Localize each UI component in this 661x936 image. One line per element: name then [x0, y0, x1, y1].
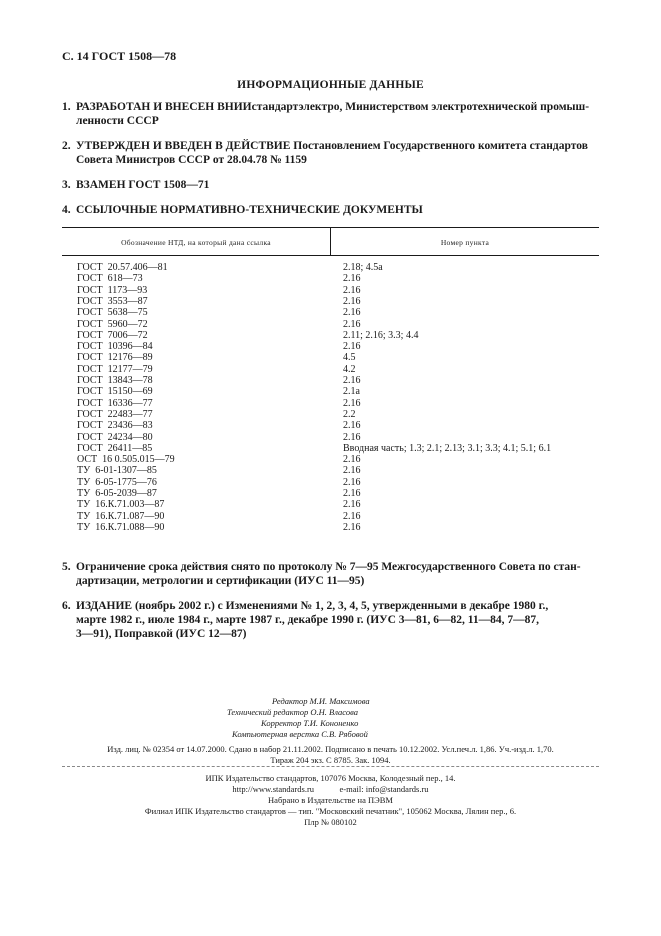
- publisher-contacts: http://www.standards.ru e-mail: info@standards.ru: [232, 784, 429, 794]
- publisher-line-3: Набрано в Издательстве на ПЭВМ: [268, 795, 393, 805]
- table-row-doc: ГОСТ 23436—83: [77, 420, 153, 432]
- table-row-ref: 2.16: [343, 476, 361, 488]
- table-row-ref: 2.16: [343, 420, 361, 432]
- page-header: С. 14 ГОСТ 1508—78: [62, 49, 177, 63]
- table-row-doc: ТУ 6-05-2039—87: [77, 488, 157, 499]
- publisher-line-4: Филиал ИПК Издательство стандартов — тип. "Московский печатник", 105062 Москва, Лялин пер., 6.: [144, 806, 517, 816]
- table-row-doc: ТУ 16.К.71.087—90: [77, 510, 165, 522]
- section-6-text-cont: марте 1982 г., июле 1984 г., марте 1987 г., декабре 1990 г. (ИУС 3—81, 6—82, 11—84, 7—87,: [76, 614, 540, 626]
- table-row-ref: 2.16: [343, 284, 361, 296]
- table-row-doc: ТУ 16.К.71.088—90: [77, 521, 165, 533]
- section-6-text: ИЗДАНИЕ (ноябрь 2002 г.) с Изменениями № 1, 2, 3, 4, 5, утвержденными в декабре 1980 г.,: [76, 600, 549, 612]
- table-col-ref-header: Номер пункта: [440, 238, 490, 247]
- table-row-doc: ГОСТ 12176—89: [77, 352, 153, 364]
- section-3-number: 3.: [62, 179, 71, 191]
- credit-editor: Редактор М.И. Максимова: [272, 696, 370, 706]
- section-2: [62, 139, 602, 167]
- publisher-line-5: Плр № 080102: [304, 817, 357, 827]
- table-row-ref: 2.16: [343, 465, 361, 477]
- section-1-text-cont: ленности СССР: [76, 115, 159, 127]
- table-row-doc: ГОСТ 22483—77: [77, 408, 153, 420]
- table-header-rule: [62, 255, 599, 256]
- section-6-number: 6.: [62, 600, 71, 612]
- table-row-doc: ГОСТ 618—73: [77, 273, 143, 285]
- table-row-doc: ГОСТ 20.57.406—81: [77, 262, 168, 273]
- section-1-number: 1.: [62, 101, 71, 113]
- publisher-line-1: ИПК Издательство стандартов, 107076 Москва, Колодезный пер., 14.: [205, 773, 456, 783]
- section-4-text: ССЫЛОЧНЫЕ НОРМАТИВНО-ТЕХНИЧЕСКИЕ ДОКУМЕНТЫ: [76, 204, 423, 216]
- section-5: [62, 560, 602, 588]
- table-row-ref: 2.16: [343, 499, 361, 511]
- table-row-ref: 2.16: [343, 488, 361, 499]
- table-row-doc: ГОСТ 13843—78: [77, 375, 153, 386]
- section-3: [62, 178, 602, 192]
- table-col-doc-header: Обозначение НТД, на который дана ссылка: [121, 238, 271, 247]
- section-3-text: ВЗАМЕН ГОСТ 1508—71: [76, 179, 210, 191]
- table-row-doc: ТУ 6-05-1775—76: [77, 476, 157, 488]
- section-4-number: 4.: [62, 204, 71, 216]
- table-row-doc: ГОСТ 26411—85: [77, 442, 153, 454]
- table-row-doc: ГОСТ 16336—77: [77, 397, 153, 409]
- section-5-text-cont: дартизации, метрологии и сертификации (ИУС 11—95): [76, 575, 365, 587]
- credit-corrector: Корректор Т.И. Кононенко: [261, 718, 359, 728]
- section-2-number: 2.: [62, 140, 71, 152]
- section-1: [62, 100, 602, 128]
- table-row-ref: 2.16: [343, 431, 361, 443]
- section-5-number: 5.: [62, 561, 71, 573]
- table-row-ref: 2.11; 2.16; 3.3; 4.4: [343, 329, 419, 341]
- page-title: ИНФОРМАЦИОННЫЕ ДАННЫЕ: [237, 79, 424, 91]
- table-row-ref: 2.2: [343, 408, 356, 420]
- table-row-ref: 4.2: [343, 363, 356, 375]
- table-row-ref: 2.16: [343, 341, 361, 353]
- section-6: [62, 599, 602, 641]
- table-row-doc: ГОСТ 5638—75: [77, 307, 148, 319]
- section-2-heading: УТВЕРЖДЕН И ВВЕДЕН В ДЕЙСТВИЕ: [76, 140, 291, 152]
- table-row-doc: ТУ 6-01-1307—85: [77, 465, 157, 477]
- table-row-ref: 2.16: [343, 397, 361, 409]
- table-row-ref: 2.16: [343, 273, 361, 285]
- table-row-ref: 2.16: [343, 375, 361, 386]
- section-6-text-end: 3—91), Поправкой (ИУС 12—87): [76, 628, 247, 640]
- table-row-ref: 2.16: [343, 521, 361, 533]
- table-row-ref: 2.1а: [343, 386, 360, 398]
- separator-line: [62, 766, 599, 767]
- table-row-doc: ОСТ 16 0.505.015—79: [77, 454, 175, 466]
- table-row-doc: ГОСТ 3553—87: [77, 295, 148, 307]
- table-row-ref: 2.16: [343, 318, 361, 330]
- table-row-ref: 4.5: [343, 352, 356, 364]
- table-row-ref: 2.16: [343, 454, 361, 466]
- print-info-line-2: Тираж 204 экз. С 8785. Зак. 1094.: [270, 755, 391, 765]
- table-row-ref: 2.16: [343, 307, 361, 319]
- print-info-line-1: Изд. лиц. № 02354 от 14.07.2000. Сдано в набор 21.11.2002. Подписано в печать 10.12.2002. Усл.печ.л. 1,86. Уч.-изд.л. 1,70.: [107, 744, 554, 754]
- table-row-ref: Вводная часть; 1.3; 2.1; 2.13; 3.1; 3.3; 4.1; 5.1; 6.1: [343, 442, 552, 454]
- table-row-doc: ТУ 16.К.71.003—87: [77, 499, 165, 511]
- table-row-doc: ГОСТ 24234—80: [77, 431, 153, 443]
- table-row-ref: 2.18; 4.5а: [343, 262, 383, 273]
- section-2-text-cont: Совета Министров СССР от 28.04.78 № 1159: [76, 154, 307, 166]
- table-row-doc: ГОСТ 12177—79: [77, 363, 153, 375]
- table-row-ref: 2.16: [343, 510, 361, 522]
- table-row-doc: ГОСТ 1173—93: [77, 284, 148, 296]
- table-row-doc: ГОСТ 7006—72: [77, 329, 148, 341]
- credit-layout: Компьютерная верстка С.В. Рябовой: [232, 729, 368, 739]
- table-row-doc: ГОСТ 10396—84: [77, 341, 153, 353]
- table-row-ref: 2.16: [343, 295, 361, 307]
- credit-tech-editor: Технический редактор О.Н. Власова: [227, 707, 358, 717]
- table-row-doc: ГОСТ 5960—72: [77, 318, 148, 330]
- section-2-text: Постановлением Государственного комитета стандартов: [290, 140, 588, 152]
- section-5-text: Ограничение срока действия снято по протоколу № 7—95 Межгосударственного Совета по стан-: [76, 561, 581, 573]
- table-row-doc: ГОСТ 15150—69: [77, 386, 153, 398]
- section-4: [62, 203, 602, 217]
- section-1-text: РАЗРАБОТАН И ВНЕСЕН ВНИИстандартэлектро, Министерством электротехнической промыш-: [76, 101, 590, 113]
